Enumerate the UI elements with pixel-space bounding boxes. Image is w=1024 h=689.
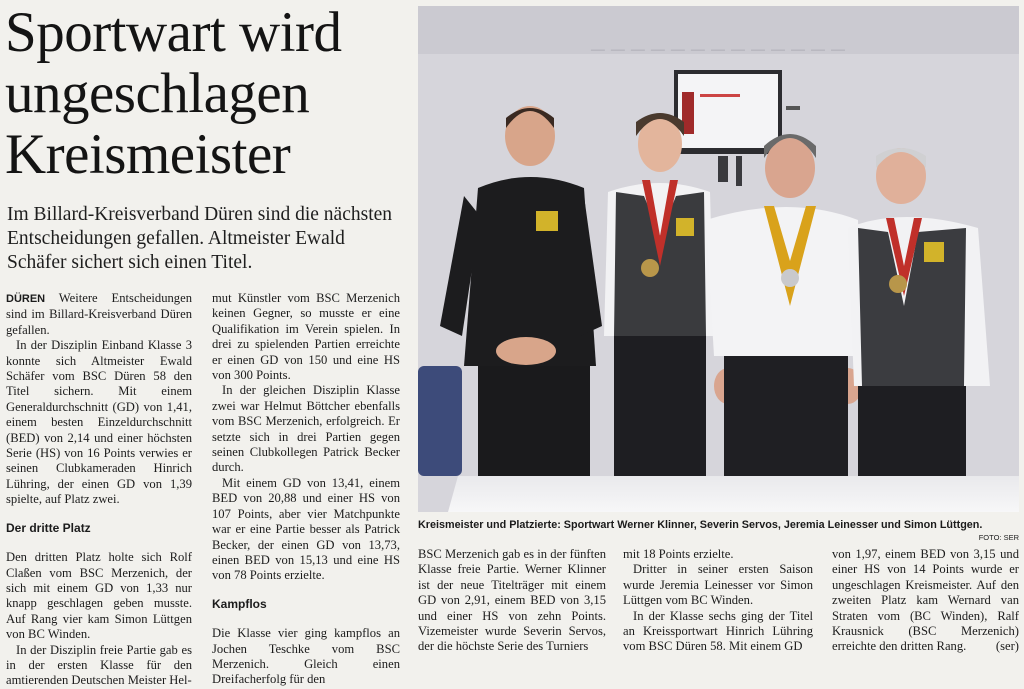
- author-signoff: (ser): [995, 639, 1019, 654]
- section-heading: Kampflos: [212, 596, 267, 611]
- article-column-3: [418, 547, 606, 655]
- subheadline: Im Billard-Kreisverband Düren sind die nächsten Entscheidungen gefallen. Altmeister Ewald Schäfer sichert sich einen Titel.: [7, 204, 393, 273]
- billiard-table: [448, 476, 1019, 512]
- headline-line-1: Sportwart wird: [5, 1, 342, 64]
- article-paragraph: von 1,97, einem BED von 3,15 und einer HS von 14 Points wurde er ungeschlagen Kreismeister. Auf den zweiten Platz kam Wernard van Straten vom (BC Winden), Ralf Krausnick (BSC Merzenich) erreichte den dritten Rang. (ser): [832, 547, 1019, 654]
- article-paragraph: In der Disziplin Einband Klasse 3 konnte sich Altmeister Ewald Schäfer vom BSC Düren 58 den Titel sichern. Mit einem Generaldurchschnitt (GD) von 1,41, einem besten Einzeldurchschnitt (BED) von 2,14 und einer höchsten Serie (HS) von 16 Points verwies er seinen Clubkameraden Hinrich Lühring, der einen GD von 1,39 spielte, auf Platz zwei.: [6, 338, 192, 507]
- article-paragraph: Den dritten Platz holte sich Rolf Claßen vom BSC Merzenich, der sich mit einem GD von 1,33 nur knapp geschlagen geben musste. Auf Rang vier kam Simon Lüttgen von BC Winden.: [6, 550, 192, 642]
- article-paragraph: BSC Merzenich gab es in der fünften Klasse freie Partie. Werner Klinner ist der neue Titelträger mit einem GD von 2,91, einem BED von 3,15 und einer HS von zehn Points. Vizemeister wurde Severin Servos, der die höchste Serie des Turniers: [418, 547, 606, 654]
- article-paragraph: DÜREN Weitere Entscheidungen sind im Billard-Kreisverband Düren gefallen.: [6, 291, 192, 337]
- article-paragraph: In der gleichen Disziplin Klasse zwei war Helmut Böttcher ebenfalls vom BSC Merzenich, erfolgreich. Er setzte sich in drei Partien gegen seinen Clubkollegen Patrick Becker durch.: [212, 383, 400, 475]
- dateline: DÜREN: [6, 293, 46, 305]
- headline-line-3: Kreismeister: [5, 123, 291, 186]
- article-paragraph: In der Klasse sechs ging der Titel an Kreissportwart Hinrich Lühring vom BSC Düren 58. Mit einem GD: [623, 608, 813, 654]
- article-paragraph: In der Disziplin freie Partie gab es in der ersten Klasse für den amtierenden Deutschen Meister Hel-: [6, 642, 192, 688]
- chair: [418, 366, 462, 476]
- team-photo: [418, 6, 1019, 512]
- article-paragraph: Dritter in seiner ersten Saison wurde Jeremia Leinesser vor Simon Lüttgen vom BC Winden.: [623, 562, 813, 608]
- article-column-2: [212, 291, 400, 688]
- photo-credit: FOTO: SER: [978, 533, 1019, 542]
- headline: [5, 2, 405, 185]
- photo-caption: Kreismeister und Platzierte: Sportwart Werner Klinner, Severin Servos, Jeremia Leinesser und Simon Lüttgen. FOTO: SER: [418, 519, 1019, 542]
- article-paragraph: Mit einem GD von 13,41, einem BED von 20,88 und einer HS von 107 Points, aber vier Matchpunkte war er eine Partie besser als Patrick Becker, der einen GD von 13,73, einen BED von 15,13 und eine HS von 78 Points erzielte.: [212, 475, 400, 583]
- article-paragraph: Die Klasse vier ging kampflos an Jochen Teschke vom BSC Merzenich. Gleich einen Dreifacherfolg für den: [212, 626, 400, 687]
- article-column-1: [6, 291, 192, 689]
- headline-line-2: ungeschlagen: [5, 62, 310, 125]
- article-paragraph: mut Künstler vom BSC Merzenich keinen Gegner, so musste er eine Qualifikation im Verein spielen. In drei zu spielenden Partien erreichte er einen GD von 150 und eine HS von 300 Points.: [212, 291, 400, 383]
- article-column-5: [832, 547, 1019, 655]
- article-column-4: [623, 547, 813, 655]
- team-photo-illustration: [418, 6, 1019, 512]
- article-paragraph: mit 18 Points erzielte.: [623, 547, 734, 561]
- section-heading: Der dritte Platz: [6, 520, 91, 535]
- wall-lettering: _ _ _ _ _ _ _ _ _ _ _ _ _: [591, 25, 845, 52]
